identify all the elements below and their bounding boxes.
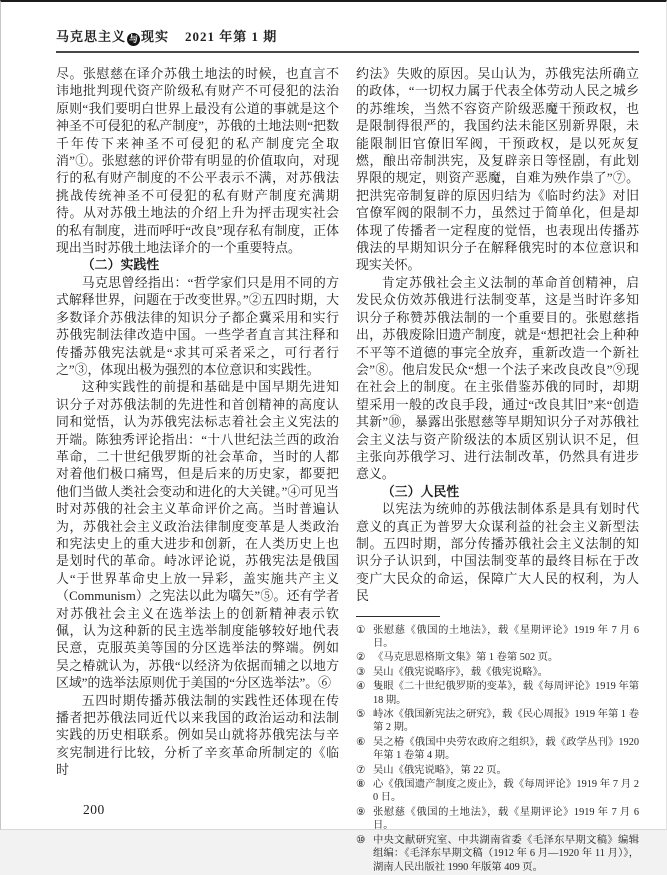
page-content — [1, 2, 666, 875]
left-column — [56, 66, 339, 875]
footnote-text: 峙冰《俄国新宪法之研究》，载《民心周报》1919 年第 1 卷第 2 期。 — [373, 709, 639, 734]
footnote-text: 张慰慈《俄国的土地法》，载《星期评论》1919 年 7 月 6 日。 — [373, 624, 639, 649]
footnote-text: 吴山《俄宪说略》，第 22 页。 — [373, 764, 507, 776]
footnote-number: ④ — [356, 681, 366, 693]
footnote-item — [356, 666, 639, 679]
footnote-item — [356, 680, 639, 707]
footnote-number: ⑧ — [356, 779, 366, 791]
footnote-text: 中央文献研究室、中共湖南省委《毛泽东早期文稿》编辑组编：《毛泽东早期文稿（1912 年 6 月—1920 年 11 月）》，湖南人民出版社 1990 年版第 409 页。 — [373, 834, 639, 873]
body-paragraph: 肯定苏俄社会主义法制的革命首创精神，启发民众仿效苏俄进行法制变革，这是当时许多知识分子称赞苏俄法制的一个重要目的。张慰慈指出，苏俄废除旧遗产制度，就是“想把社会上种种不平等不道德的事完全放弃，重新改造一个新社会”⑧。他启发民众“想一个法子来改良改良”⑨现在社会上的制度。在主张借鉴苏俄的同时，却期望采用一般的改良手段，通过“改良其旧”来“创造其新”⑩，暴露出张慰慈等早期知识分子对苏俄社会主义法与资产阶级法的本质区别认识不足，但主张向苏俄学习、进行法制改革，仍然具有进步意义。 — [356, 275, 639, 482]
footnote-number: ⑩ — [356, 834, 366, 846]
page-header — [56, 26, 639, 46]
body-paragraph: 五四时期传播苏俄法制的实践性还体现在传播者把苏俄法同近代以来我国的政治运动和法制实践的历史相联系。例如吴山就将苏俄宪法与辛亥宪制进行比较，分析了辛亥革命所制定的《临时 — [56, 693, 339, 778]
footnote-text: 《马克思恩格斯文集》第 1 卷第 502 页。 — [373, 652, 559, 664]
right-column — [356, 66, 639, 875]
issue-label: 2021 年第 1 期 — [185, 29, 278, 44]
footnote-number: ⑥ — [356, 736, 366, 748]
section-heading: （三）人民性 — [381, 484, 460, 499]
body-paragraph: 马克思曾经指出：“哲学家们只是用不同的方式解释世界，问题在于改变世界。”②五四时期，大多数译介苏俄法律的知识分子都企冀采用和实行苏俄宪制法律改造中国。一些学者直言其注释和传播苏俄宪法就是“求其可采者采之，可行者行之”③，体现出极为强烈的本位意识和实践性。 — [56, 275, 339, 377]
footnote-text: 张慰慈《俄国的土地法》，载《星期评论》1919 年 7 月 6 日。 — [373, 806, 639, 832]
two-column-body — [56, 66, 639, 875]
footnote-item — [356, 764, 639, 777]
body-paragraph: 以宪法为统帅的苏俄法制体系是具有划时代意义的真正为普罗大众谋利益的社会主义新型法制。五四时期，部分传播苏俄社会主义法制的知识分子认识到，中国法制变革的最终目标在于改变广大民众的命运，保障广大人民的权利，为人民 — [356, 502, 639, 604]
body-paragraph: 这种实践性的前提和基础是中国早期先进知识分子对苏俄法制的先进性和首创精神的高度认同和觉悟，认为苏俄宪法标志着社会主义宪法的开端。陈独秀评论指出：“十八世纪法兰西的政治革命，二十世纪俄罗斯的社会革命，当时的人都对着他们极口痛骂，但是后来的历史家，都要把他们当做人类社会变动和进化的大关键。”④可见当时对苏俄的社会主义革命评价之高。当时普遍认为，苏俄社会主义政治法律制度变革是人类政治和宪法史上的重大进步和创新，在人类历史上也是划时代的革命。峙冰评论说，苏俄宪法是俄国人“于世界革命史上放一异彩，盖实施共产主义（Communism）之宪法以此为嚆矢”⑤。还有学者对苏俄社会主义在选举法上的创新精神表示钦佩，认为这种新的民主选举制度能够较好地代表民意，克服英美等国的分区选举法的弊端。例如吴之椿就认为，苏俄“以经济为依据而辅之以地方区域”的选举法原则优于美国的“分区选举法”。⑥ — [56, 380, 339, 691]
footnote-number: ③ — [356, 666, 366, 678]
footnote-text: 隻眼《二十世纪俄罗斯的变革》，载《每周评论》1919 年第 18 期。 — [373, 681, 639, 706]
footnote-text: 吴之椿《俄国中央劳农政府之组织》，载《政学丛刊》1920 年第 1 卷第 4 期。 — [373, 736, 639, 762]
footnote-item — [356, 624, 639, 651]
footnotes — [356, 624, 639, 874]
journal-title-part1: 马克思主义 — [56, 29, 127, 44]
footnote-number: ⑦ — [356, 764, 366, 776]
footnote-item — [356, 834, 639, 874]
header-rule — [56, 51, 639, 53]
footnote-item — [356, 806, 639, 833]
body-paragraph: 约法》失败的原因。吴山认为，苏俄宪法所确立的政体，“一切权力属于代表全体劳动人民之城乡的苏维埃，当然不容资产阶级恶魔干预政权，也是限制得很严的，我国约法未能区别新界限，未能限制旧官僚旧军阀，干预政权，是以死灰复燃，酿出帝制洪宪，及复辟亲日等怪剧，有此划界限的规定，则资产恶魔，自难为殃作祟了”⑦。把洪宪帝制复辟的原因归结为《临时约法》对旧官僚军阀的限制不力，虽然过于简单化，但是却体现了传播者一定程度的觉悟，也表现出传播苏俄法的早期知识分子在解释俄宪时的本位意识和现实关怀。 — [356, 67, 639, 273]
journal-title — [56, 26, 169, 46]
footnote-separator — [356, 616, 440, 617]
footnote-number: ② — [356, 652, 366, 664]
section-heading: （二）实践性 — [81, 258, 160, 273]
footnote-text: 吴山《俄宪说略序》，载《俄宪说略》。 — [373, 666, 549, 678]
footnote-number: ⑤ — [356, 709, 366, 721]
footnote-item — [356, 736, 639, 763]
body-paragraph: 尽。张慰慈在译介苏俄土地法的时候，也直言不讳地批判现代资产阶级私有财产不可侵犯的法治原则“我们要明白世界上最没有公道的事就是这个神圣不可侵犯的私产制度”，苏俄的土地法则“把数千年传下来神圣不可侵犯的私产制度完全取消”①。张慰慈的评价带有明显的价值取向，对现行的私有财产制度的不公平表示不满，对苏俄法挑战传统神圣不可侵犯的私有财产制度充满期待。从对苏俄土地法的介绍上升为抨击现实社会的私有制度，进而呼吁“改良”现存私有制度，正体现出当时苏俄土地法译介的一个重要特点。 — [56, 67, 339, 256]
footnote-number: ⑨ — [356, 806, 366, 818]
journal-title-part2: 现实 — [141, 29, 170, 44]
footnote-text: 心《俄国遗产制度之废止》，载《每周评论》1919 年 7 月 20 日。 — [373, 779, 639, 804]
journal-logo-icon: 与 — [129, 34, 139, 44]
page-number: 200 — [83, 802, 105, 817]
footnote-number: ① — [356, 624, 366, 636]
footnote-item — [356, 778, 639, 805]
footnote-item — [356, 708, 639, 735]
footnote-item — [356, 651, 639, 664]
